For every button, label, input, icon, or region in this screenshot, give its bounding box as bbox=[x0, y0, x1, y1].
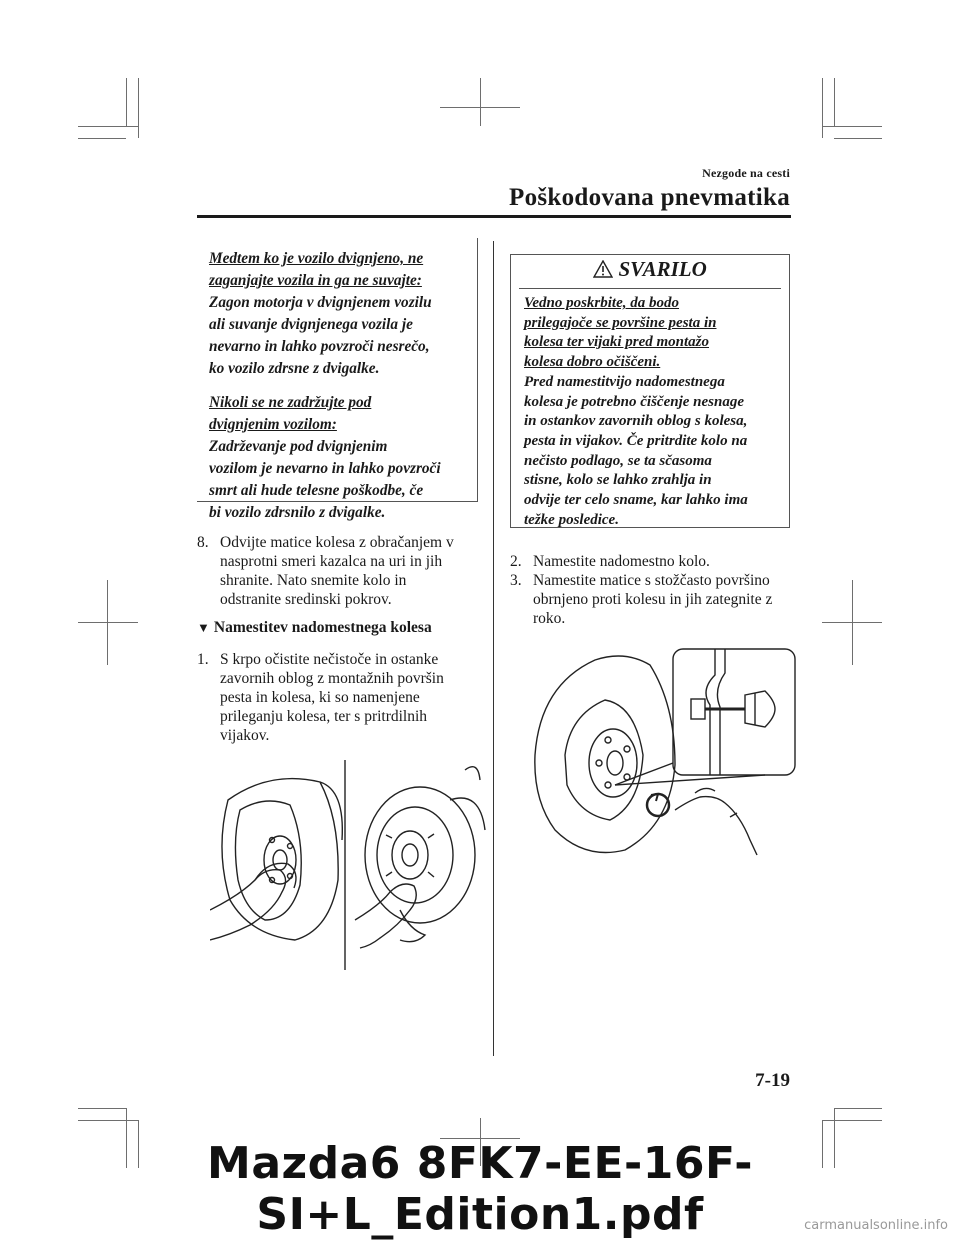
warning-line: odvije ter celo sname, kar lahko ima bbox=[524, 492, 748, 509]
step-number: 1. bbox=[197, 651, 209, 668]
step-line: shranite. Nato snemite kolo in bbox=[220, 572, 407, 589]
crop-mark bbox=[822, 622, 882, 623]
step-line: roko. bbox=[533, 610, 566, 627]
warning-line: Nikoli se ne zadržujte pod bbox=[209, 394, 372, 411]
cleaning-wheel-illustration bbox=[210, 760, 490, 970]
warning-line: pesta in vijakov. Če pritrdite kolo na bbox=[524, 432, 748, 449]
step-number: 2. bbox=[510, 553, 522, 570]
warning-line: kolesa dobro očiščeni. bbox=[524, 354, 661, 371]
step-line: odstranite sredinski pokrov. bbox=[220, 591, 392, 608]
column-divider bbox=[493, 241, 494, 1056]
spare-wheel-illustration bbox=[525, 645, 800, 865]
warning-box-left bbox=[197, 238, 478, 521]
warning-line: dvignjenim vozilom: bbox=[209, 416, 337, 433]
step-line: nasprotni smeri kazalca na uri in jih bbox=[220, 553, 443, 570]
crop-mark bbox=[822, 1120, 882, 1121]
crop-mark bbox=[78, 1120, 138, 1121]
step-number: 8. bbox=[197, 534, 209, 551]
crop-mark bbox=[480, 78, 481, 126]
warning-line: ko vozilo zdrsne z dvigalke. bbox=[209, 360, 380, 377]
warning-heading-text: SVARILO bbox=[618, 257, 707, 281]
crop-mark bbox=[126, 78, 127, 126]
page-title: Poškodovana pnevmatika bbox=[509, 184, 790, 211]
warning-line: kolesa ter vijaki pred montažo bbox=[524, 334, 709, 351]
warning-line: Medtem ko je vozilo dvignjeno, ne bbox=[209, 250, 424, 267]
crop-mark bbox=[78, 126, 138, 127]
crop-mark bbox=[78, 622, 138, 623]
warning-line: nevarno in lahko povzroči nesrečo, bbox=[209, 338, 430, 355]
warning-line: smrt ali hude telesne poškodbe, če bbox=[209, 482, 424, 499]
crop-mark bbox=[440, 107, 520, 108]
step-line: Odvijte matice kolesa z obračanjem v bbox=[220, 534, 454, 551]
crop-mark bbox=[834, 138, 882, 139]
warning-line: Vedno poskrbite, da bodo bbox=[524, 295, 680, 311]
step-line: obrnjeno proti kolesu in jih zategnite z bbox=[533, 591, 773, 608]
warning-line: ali suvanje dvignjenega vozila je bbox=[209, 316, 413, 333]
warning-line: težke posledice. bbox=[524, 511, 619, 528]
pdf-watermark: Mazda6 8FK7-EE-16F-SI+L_Edition1.pdf bbox=[207, 1138, 753, 1240]
step-line: zavornih oblog z montažnih površin bbox=[220, 670, 444, 687]
warning-line: zaganjajte vozila in ga ne suvajte: bbox=[209, 272, 422, 289]
crop-mark bbox=[78, 138, 126, 139]
warning-line: Zagon motorja v dvignjenem vozilu bbox=[209, 294, 432, 311]
step-line: Namestite matice s stožčasto površino bbox=[533, 572, 770, 589]
crop-mark bbox=[834, 1108, 882, 1109]
warning-heading bbox=[511, 257, 789, 285]
warning-line: vozilom je nevarno in lahko povzroči bbox=[209, 460, 441, 477]
page-number: 7-19 bbox=[755, 1070, 790, 1091]
warning-line: bi vozilo zdrsnilo z dvigalke. bbox=[209, 504, 386, 521]
step-3 bbox=[510, 571, 800, 631]
subheading bbox=[197, 619, 432, 637]
triangle-bullet-icon: ▼ bbox=[197, 620, 210, 635]
warning-line: Pred namestitvijo nadomestnega bbox=[524, 373, 725, 390]
crop-mark bbox=[138, 78, 139, 138]
warning-left-text bbox=[209, 248, 477, 524]
step-line: S krpo očistite nečistoče in ostanke bbox=[220, 651, 439, 668]
warning-line: prilegajoče se površine pesta in bbox=[524, 314, 717, 331]
heading-rule bbox=[519, 288, 781, 289]
crop-mark bbox=[822, 126, 882, 127]
header-rule bbox=[197, 215, 791, 218]
step-1 bbox=[197, 650, 487, 750]
warning-line: nečisto podlago, se ta sčasoma bbox=[524, 452, 712, 469]
subheading-text: Namestitev nadomestnega kolesa bbox=[213, 619, 432, 636]
step-line: vijakov. bbox=[220, 727, 270, 744]
warning-line: stisne, kolo se lahko zrahlja in bbox=[524, 472, 712, 489]
step-line: prileganju kolesa, ter s pritrdilnih bbox=[220, 708, 428, 725]
crop-mark bbox=[78, 1108, 126, 1109]
section-name: Nezgode na cesti bbox=[702, 166, 790, 180]
step-line: pesta in kolesa, ki so namenjene bbox=[220, 689, 420, 706]
site-watermark: carmanualsonline.info bbox=[804, 1218, 948, 1233]
warning-line: in ostankov zavornih oblog s kolesa, bbox=[524, 413, 748, 430]
warning-line: kolesa je potrebno čiščenje nesnage bbox=[524, 393, 744, 410]
step-8 bbox=[197, 533, 487, 613]
crop-mark bbox=[822, 78, 823, 138]
crop-mark bbox=[834, 78, 835, 126]
warning-line: Zadrževanje pod dvignjenim bbox=[209, 438, 388, 455]
warning-triangle-icon bbox=[593, 260, 613, 278]
step-line: Namestite nadomestno kolo. bbox=[533, 553, 710, 570]
step-number: 3. bbox=[510, 572, 522, 589]
step-2 bbox=[510, 552, 800, 572]
warning-right-text bbox=[524, 294, 789, 530]
warning-box-right bbox=[510, 254, 790, 528]
